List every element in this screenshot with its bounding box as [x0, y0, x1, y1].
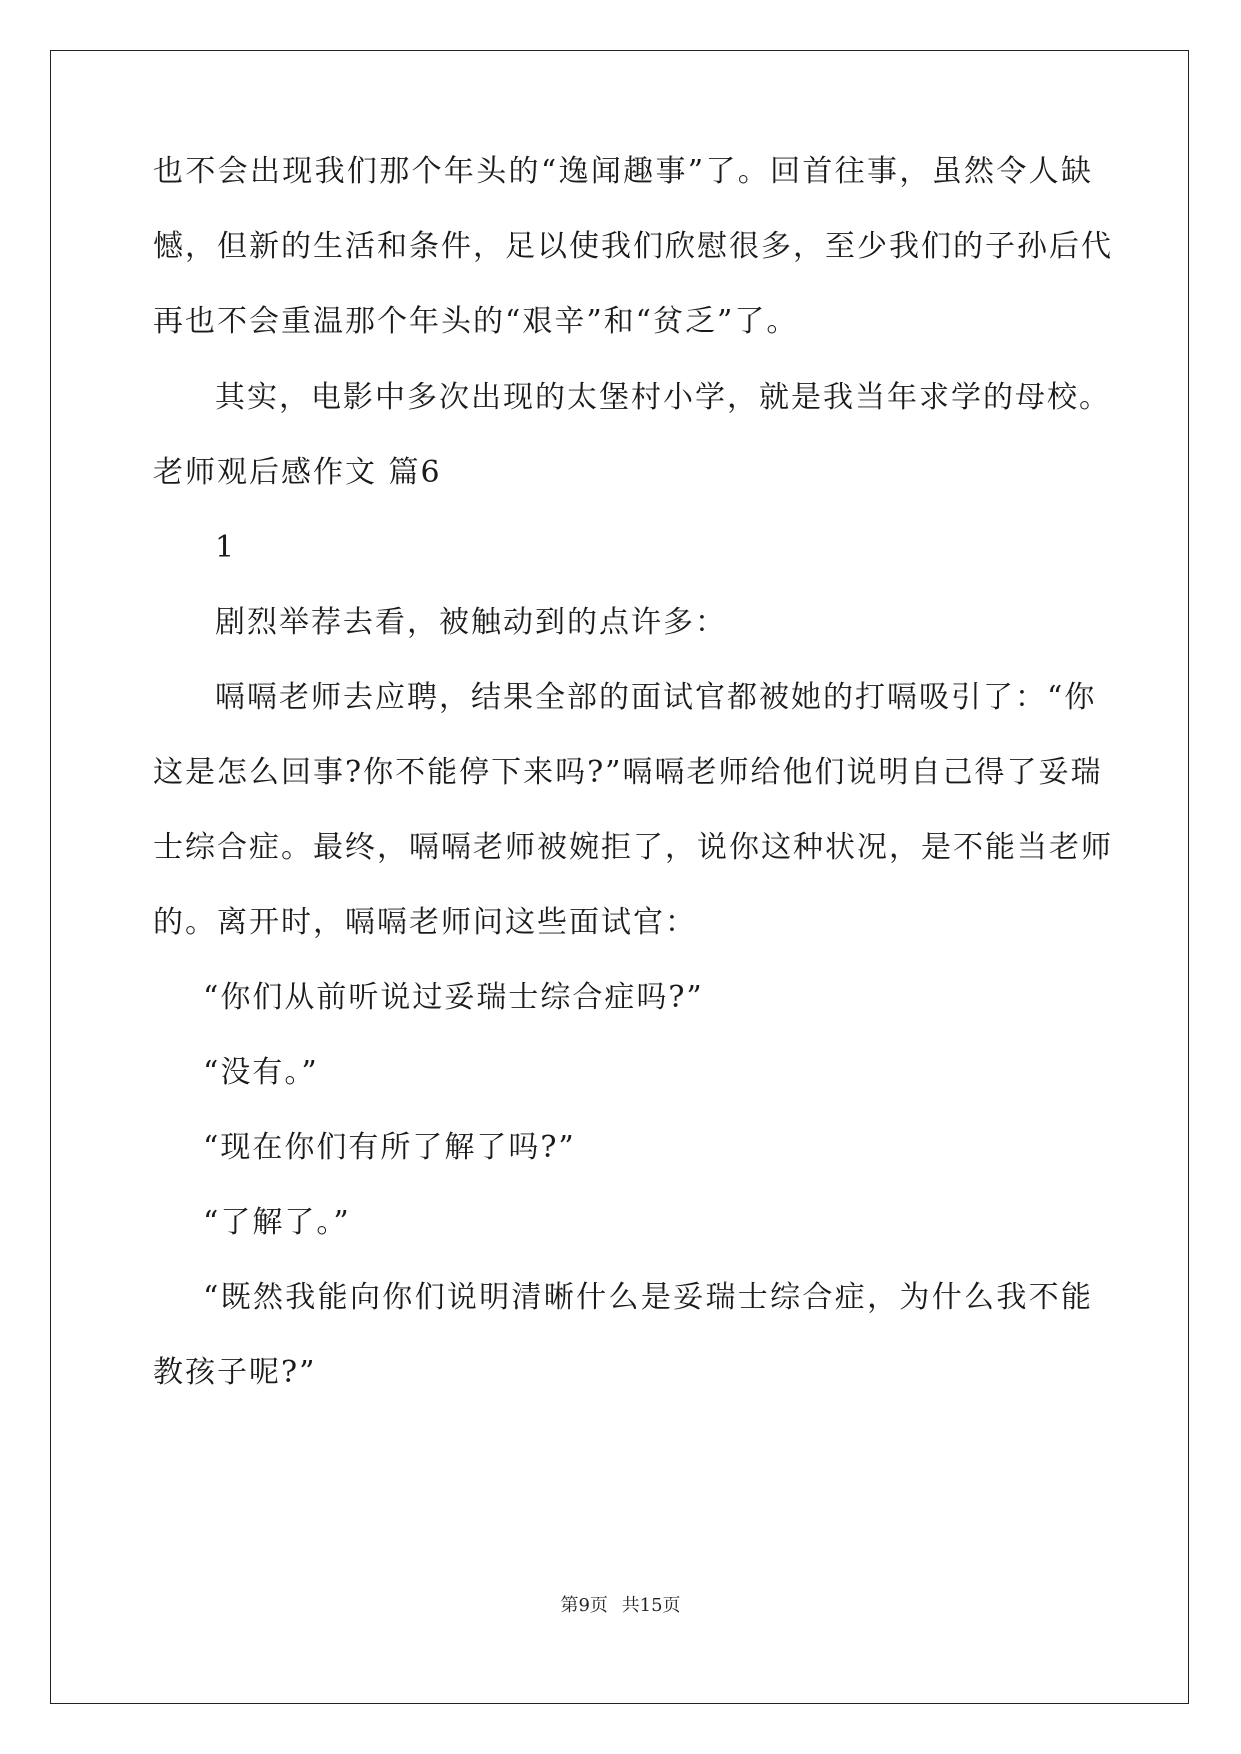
text-line: 再也不会重温那个年头的“艰辛”和“贫乏”了。 [153, 304, 799, 339]
text-line: 憾，但新的生活和条件，足以使我们欣慰很多，至少我们的子孙后代 [153, 229, 1113, 264]
text-line: 士综合症。最终，嗝嗝老师被婉拒了，说你这种状况，是不能当老师 [153, 830, 1113, 865]
page-frame [50, 50, 1189, 1704]
page-number: 第9页 [560, 1595, 608, 1616]
dialogue-line: “没有。” [203, 1055, 319, 1090]
page-footer [0, 1594, 1241, 1618]
dialogue-line: 教孩子呢?” [153, 1355, 317, 1390]
text-line: 这是怎么回事?你不能停下来吗?”嗝嗝老师给他们说明自己得了妥瑞 [153, 755, 1103, 790]
text-line: 的。离开时，嗝嗝老师问这些面试官： [153, 905, 697, 940]
section-heading: 老师观后感作文 篇6 [153, 455, 442, 490]
dialogue-line: “现在你们有所了解了吗?” [203, 1130, 576, 1165]
text-line: 嗝嗝老师去应聘，结果全部的面试官都被她的打嗝吸引了：“你 [215, 680, 1097, 715]
text-line: 剧烈举荐去看，被触动到的点许多： [215, 605, 727, 640]
text-line: 也不会出现我们那个年头的“逸闻趣事”了。回首往事，虽然令人缺 [153, 154, 1093, 189]
text-line: 1 [215, 530, 237, 565]
page-total: 共15页 [621, 1595, 681, 1616]
text-line: 其实，电影中多次出现的太堡村小学，就是我当年求学的母校。 [215, 380, 1111, 415]
dialogue-line: “既然我能向你们说明清晰什么是妥瑞士综合症，为什么我不能 [203, 1280, 1093, 1315]
dialogue-line: “了解了。” [203, 1205, 351, 1240]
dialogue-line: “你们从前听说过妥瑞士综合症吗?” [203, 980, 704, 1015]
